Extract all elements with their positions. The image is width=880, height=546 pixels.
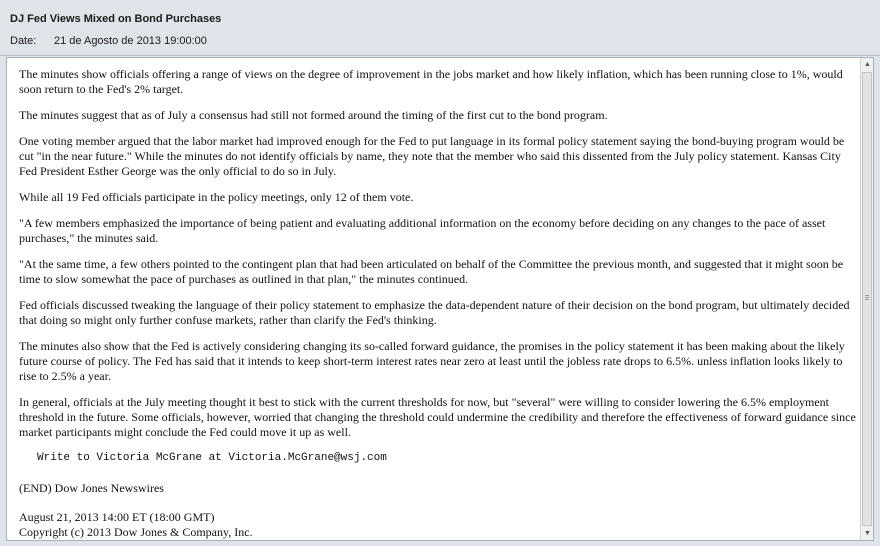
paragraph-1: The minutes show officials offering a range of views on the degree of improvement in the jobs market and how likely inflation, which has been running close to 1%, would soon return to the Fed's 2% target. — [19, 67, 843, 96]
scroll-down-icon[interactable]: ▼ — [864, 530, 871, 537]
date-value: 21 de Agosto de 2013 19:00:00 — [54, 35, 207, 47]
paragraph-5: "A few members emphasized the importance of being patient and evaluating additional information on the economy before deciding on any changes to the pace of asset purchases," the minutes said. — [19, 216, 826, 245]
paragraph-8: The minutes also show that the Fed is actively considering changing its so-called forward guidance, the promises in the policy statement it has been making about the likely future course of policy. The Fed has said that it intends to keep short-term interest rates near zero at least until the jobless rate drops to 6.5%. unless inflation looks likely to rise to 2.5% a year. — [19, 339, 845, 383]
article-content — [19, 67, 857, 540]
date-label: Date: — [10, 35, 37, 47]
paragraph-7: Fed officials discussed tweaking the language of their policy statement to emphasize the data-dependent nature of their decision on the bond program, but ultimately decided that doing so might only further confuse markets, rather than clarify the Fed's thinking. — [19, 298, 850, 327]
scrollbar-grip-icon — [865, 295, 869, 300]
paragraph-9: In general, officials at the July meeting thought it best to stick with the current thresholds for now, but "several" were willing to consider lowering the 6.5% employment threshold in the future. Some officials, however, worried that changing the threshold could undermine the credibility and therefore the effectiveness of forward guidance since market participants might conclude the Fed could move it up as well. — [19, 395, 856, 439]
paragraph-3: One voting member argued that the labor market had improved enough for the Fed to put language in its formal policy statement saying the bond-buying program would be cut "in the near future." While the minutes do not identify officials by name, they note that the member who said this dissented from the July policy statement. Kansas City Fed President Esther George was the only official to do so in July. — [19, 134, 845, 178]
article-body-pane[interactable] — [6, 57, 874, 541]
copyright-line: Copyright (c) 2013 Dow Jones & Company, Inc. — [19, 525, 253, 539]
timestamp-line: August 21, 2013 14:00 ET (18:00 GMT) — [19, 510, 215, 524]
paragraph-4: While all 19 Fed officials participate in the policy meetings, only 12 of them vote. — [19, 190, 414, 204]
scrollbar-thumb[interactable] — [862, 72, 872, 526]
vertical-scrollbar[interactable] — [860, 58, 873, 540]
scroll-up-icon[interactable]: ▲ — [864, 61, 871, 68]
byline: Write to Victoria McGrane at Victoria.McGrane@wsj.com — [37, 452, 387, 464]
paragraph-6: "At the same time, a few others pointed to the contingent plan that had been articulated on behalf of the Committee the previous month, and suggested that it might soon be time to slow somewhat the pace of purchases as outlined in that plan," the minutes continued. — [19, 257, 844, 286]
article-header — [0, 0, 880, 56]
paragraph-2: The minutes suggest that as of July a consensus had still not formed around the timing of the first cut to the bond program. — [19, 108, 608, 122]
headline: DJ Fed Views Mixed on Bond Purchases — [10, 13, 222, 25]
end-line: (END) Dow Jones Newswires — [19, 481, 164, 495]
